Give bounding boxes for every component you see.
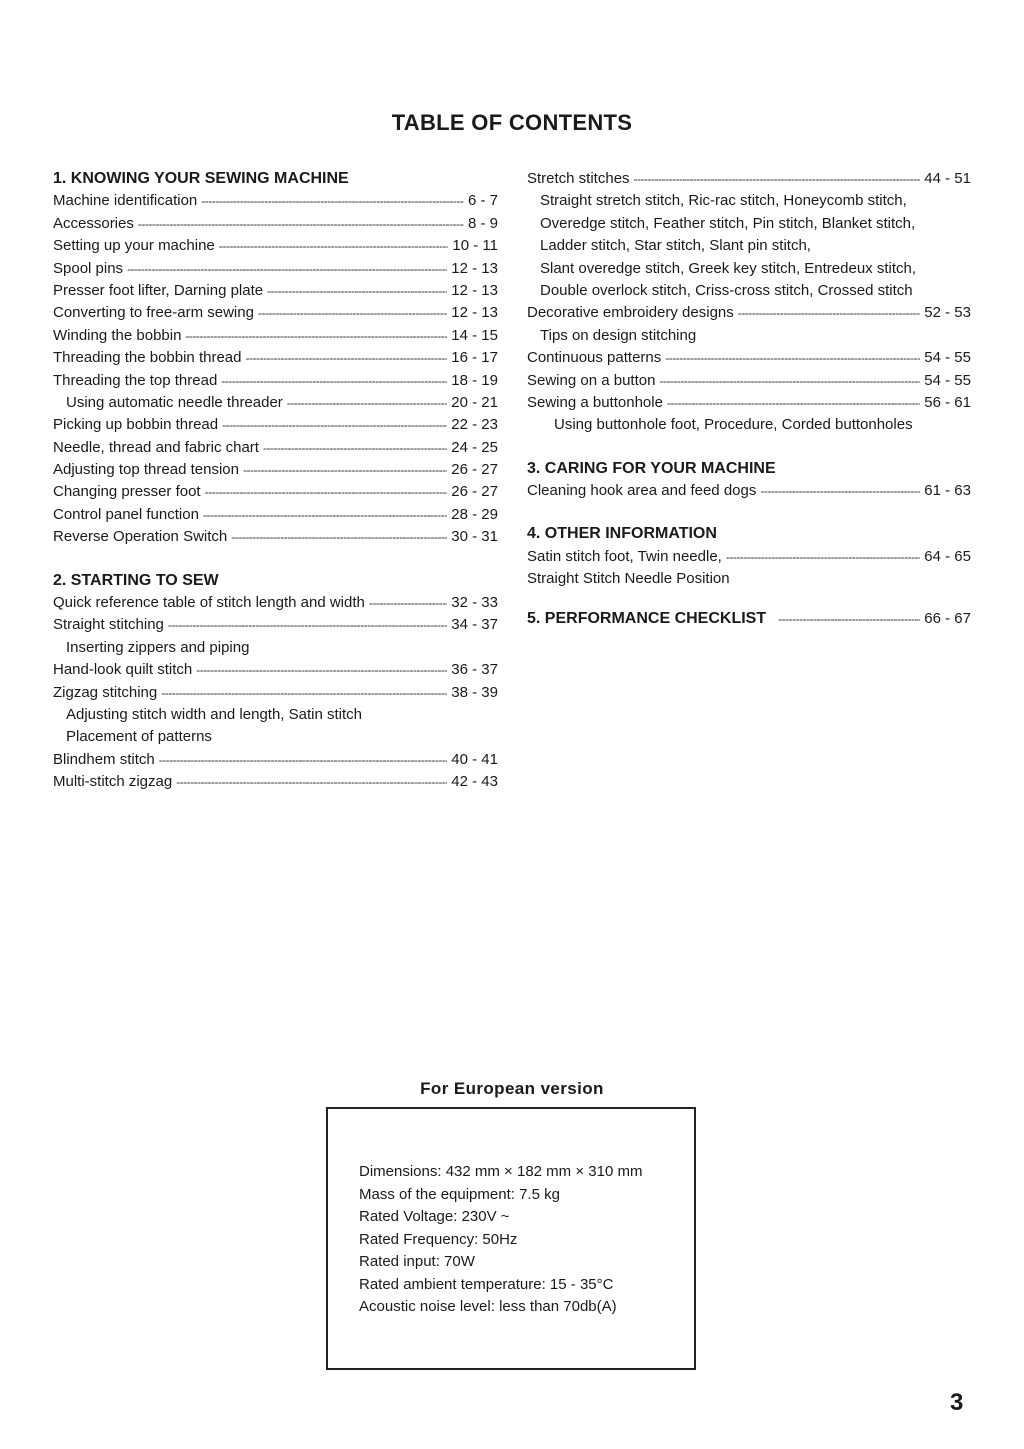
toc-entry-pages: 66 - 67 bbox=[924, 609, 971, 627]
section-heading-starting-to-sew: 2. STARTING TO SEW bbox=[53, 571, 219, 589]
toc-entry-pages: 20 - 21 bbox=[451, 393, 498, 411]
toc-entry-title: Decorative embroidery designs bbox=[527, 304, 734, 322]
section-spacer bbox=[527, 437, 971, 458]
dot-leader bbox=[287, 392, 448, 414]
toc-entry-pages: 14 - 15 bbox=[451, 326, 498, 344]
european-version-heading: For European version bbox=[420, 1079, 604, 1098]
toc-entry-pages: 26 - 27 bbox=[451, 483, 498, 501]
toc-entry-pages: 16 - 17 bbox=[451, 349, 498, 367]
toc-subentry bbox=[527, 190, 971, 212]
toc-entry-performance-checklist[interactable] bbox=[527, 608, 971, 630]
dot-leader bbox=[667, 392, 920, 414]
dot-leader bbox=[196, 659, 447, 681]
toc-entry-title: Converting to free-arm sewing bbox=[53, 304, 254, 322]
dot-leader bbox=[258, 302, 447, 324]
toc-entry-title: Adjusting top thread tension bbox=[53, 461, 239, 479]
spec-rated-input: Rated input: 70W bbox=[359, 1253, 475, 1270]
toc-entry[interactable] bbox=[53, 504, 498, 526]
toc-entry-title: Stretch stitches bbox=[527, 170, 630, 187]
toc-entry-title: Placement of patterns bbox=[66, 728, 212, 746]
toc-entry[interactable] bbox=[527, 370, 971, 392]
toc-entry-pages: 44 - 51 bbox=[924, 170, 971, 187]
toc-entry-title: Blindhem stitch bbox=[53, 750, 155, 768]
toc-subentry[interactable] bbox=[53, 392, 498, 414]
dot-leader bbox=[760, 480, 920, 502]
toc-entry-title: Inserting zippers and piping bbox=[66, 638, 250, 656]
toc-entry-title: Straight stretch stitch, Ric-rac stitch, Honeycomb stitch, bbox=[540, 192, 907, 210]
dot-leader bbox=[267, 280, 447, 302]
dot-leader bbox=[127, 258, 447, 280]
toc-entry-pages: 26 - 27 bbox=[451, 461, 498, 479]
toc-subentry bbox=[527, 213, 971, 235]
toc-entry-pages: 54 - 55 bbox=[924, 349, 971, 367]
european-spec-box bbox=[326, 1107, 696, 1370]
dot-leader bbox=[778, 608, 920, 630]
toc-entry-pages: 52 - 53 bbox=[924, 304, 971, 322]
dot-leader bbox=[168, 614, 447, 636]
toc-entry-title: Changing presser foot bbox=[53, 483, 201, 501]
toc-entry[interactable] bbox=[53, 592, 498, 614]
toc-entry[interactable] bbox=[527, 347, 971, 369]
toc-entry-title: Setting up your machine bbox=[53, 237, 215, 255]
dot-leader bbox=[245, 347, 447, 369]
toc-entry-title: Overedge stitch, Feather stitch, Pin stitch, Blanket stitch, bbox=[540, 214, 916, 232]
dot-leader bbox=[221, 370, 447, 392]
dot-leader bbox=[243, 459, 447, 481]
toc-entry-pages: 10 - 11 bbox=[452, 237, 498, 255]
spec-acoustic-noise: Acoustic noise level: less than 70db(A) bbox=[359, 1298, 617, 1315]
section-heading-performance-checklist: 5. PERFORMANCE CHECKLIST bbox=[527, 609, 767, 627]
toc-entry-pages: 40 - 41 bbox=[451, 750, 498, 768]
toc-entry[interactable] bbox=[53, 437, 498, 459]
spec-mass: Mass of the equipment: 7.5 kg bbox=[359, 1185, 560, 1203]
dot-leader bbox=[201, 190, 464, 212]
spec-rated-frequency: Rated Frequency: 50Hz bbox=[359, 1230, 518, 1248]
toc-entry-title: Using buttonhole foot, Procedure, Corded buttonholes bbox=[554, 416, 913, 434]
dot-leader bbox=[219, 235, 449, 257]
dot-leader bbox=[738, 302, 921, 324]
toc-entry-title: Ladder stitch, Star stitch, Slant pin stitch, bbox=[540, 237, 811, 255]
toc-entry[interactable] bbox=[53, 771, 498, 793]
toc-entry-title: Double overlock stitch, Criss-cross stitch, Crossed stitch bbox=[540, 281, 913, 299]
toc-entry-pages: 30 - 31 bbox=[451, 528, 498, 546]
toc-entry-title: Accessories bbox=[53, 214, 134, 232]
toc-subentry bbox=[527, 568, 971, 590]
toc-entry[interactable] bbox=[53, 459, 498, 481]
toc-entry-pages: 32 - 33 bbox=[451, 594, 498, 612]
toc-entry[interactable] bbox=[53, 302, 498, 324]
toc-subentry bbox=[527, 235, 971, 257]
section-spacer bbox=[527, 591, 971, 608]
toc-entry[interactable] bbox=[53, 682, 498, 704]
section-spacer bbox=[527, 502, 971, 523]
dot-leader bbox=[231, 526, 447, 548]
toc-entry-title: Straight Stitch Needle Position bbox=[527, 570, 730, 588]
dot-leader bbox=[726, 546, 920, 568]
dot-leader bbox=[176, 771, 447, 793]
toc-subentry bbox=[527, 414, 971, 436]
toc-entry-title: Continuous patterns bbox=[527, 349, 662, 367]
toc-entry-title: Straight stitching bbox=[53, 616, 164, 634]
toc-entry[interactable] bbox=[53, 258, 498, 280]
toc-entry-pages: 36 - 37 bbox=[451, 661, 498, 679]
toc-entry-title: Presser foot lifter, Darning plate bbox=[53, 281, 264, 299]
toc-entry-pages: 54 - 55 bbox=[924, 371, 971, 389]
toc-entry-title: Spool pins bbox=[53, 259, 124, 277]
page-title: TABLE OF CONTENTS bbox=[391, 110, 633, 135]
toc-entry-title: Sewing a buttonhole bbox=[527, 393, 663, 411]
toc-entry-title: Needle, thread and fabric chart bbox=[53, 438, 259, 456]
toc-subentry bbox=[53, 704, 498, 726]
toc-entry-pages: 56 - 61 bbox=[924, 393, 971, 411]
toc-entry-pages: 8 - 9 bbox=[467, 214, 498, 232]
section-heading-caring-for-machine: 3. CARING FOR YOUR MACHINE bbox=[527, 459, 776, 477]
toc-entry-pages: 28 - 29 bbox=[451, 505, 498, 523]
toc-left-column bbox=[53, 168, 498, 794]
toc-entry[interactable] bbox=[53, 325, 498, 347]
toc-subentry bbox=[527, 280, 971, 302]
spec-rated-voltage: Rated Voltage: 230V ~ bbox=[359, 1208, 510, 1225]
dot-leader bbox=[161, 682, 447, 704]
toc-entry-title: Satin stitch foot, Twin needle, bbox=[527, 547, 722, 565]
toc-entry[interactable] bbox=[527, 168, 971, 190]
toc-entry-pages: 12 - 13 bbox=[451, 304, 498, 322]
toc-entry[interactable] bbox=[527, 392, 971, 414]
toc-entry[interactable] bbox=[53, 213, 498, 235]
toc-entry-title: Quick reference table of stitch length and width bbox=[53, 594, 365, 612]
toc-entry-title: Multi-stitch zigzag bbox=[53, 773, 173, 791]
toc-entry-pages: 61 - 63 bbox=[924, 482, 971, 500]
spec-list bbox=[359, 1161, 642, 1319]
toc-entry[interactable] bbox=[53, 347, 498, 369]
toc-entry-title: Adjusting stitch width and length, Satin stitch bbox=[66, 705, 363, 723]
toc-entry-title: Using automatic needle threader bbox=[66, 393, 283, 411]
dot-leader bbox=[205, 481, 448, 503]
toc-entry[interactable] bbox=[53, 370, 498, 392]
toc-entry-title: Machine identification bbox=[53, 192, 198, 210]
dot-leader bbox=[369, 592, 447, 614]
dot-leader bbox=[659, 370, 920, 392]
dot-leader bbox=[138, 213, 464, 235]
toc-entry-pages: 12 - 13 bbox=[451, 259, 498, 277]
dot-leader bbox=[185, 325, 447, 347]
section-spacer bbox=[53, 549, 498, 570]
toc-entry[interactable] bbox=[53, 614, 498, 636]
toc-entry-pages: 18 - 19 bbox=[451, 371, 498, 389]
toc-subentry bbox=[53, 637, 498, 659]
page-number: 3 bbox=[950, 1389, 964, 1416]
toc-entry[interactable] bbox=[53, 481, 498, 503]
toc-entry-pages: 12 - 13 bbox=[451, 281, 498, 299]
toc-entry-pages: 22 - 23 bbox=[451, 416, 498, 434]
toc-entry-title: Tips on design stitching bbox=[540, 326, 697, 344]
toc-entry[interactable] bbox=[53, 659, 498, 681]
toc-entry-pages: 6 - 7 bbox=[467, 192, 498, 210]
toc-entry[interactable] bbox=[53, 749, 498, 771]
toc-entry-title: Threading the bobbin thread bbox=[53, 349, 242, 367]
toc-entry-pages: 64 - 65 bbox=[924, 547, 971, 565]
toc-subentry bbox=[527, 258, 971, 280]
toc-entry-title: Hand-look quilt stitch bbox=[53, 661, 193, 679]
toc-entry[interactable] bbox=[527, 302, 971, 324]
toc-entry-title: Slant overedge stitch, Greek key stitch, Entredeux stitch, bbox=[540, 259, 917, 277]
toc-entry-title: Control panel function bbox=[53, 505, 199, 523]
toc-entry-pages: 38 - 39 bbox=[451, 683, 498, 701]
spec-ambient-temperature: Rated ambient temperature: 15 - 35°C bbox=[359, 1275, 614, 1293]
section-heading-other-information: 4. OTHER INFORMATION bbox=[527, 525, 717, 543]
toc-entry-title: Sewing on a button bbox=[527, 371, 656, 389]
toc-entry-title: Cleaning hook area and feed dogs bbox=[527, 482, 757, 500]
dot-leader bbox=[263, 437, 447, 459]
toc-entry-title: Winding the bobbin bbox=[53, 326, 182, 344]
toc-entry-title: Reverse Operation Switch bbox=[53, 528, 228, 546]
toc-entry[interactable] bbox=[53, 526, 498, 548]
toc-right-column bbox=[527, 168, 971, 630]
toc-entry[interactable] bbox=[527, 480, 971, 502]
toc-entry-pages: 24 - 25 bbox=[451, 438, 498, 456]
toc-subentry bbox=[527, 325, 971, 347]
toc-entry-title: Zigzag stitching bbox=[53, 683, 158, 701]
toc-entry-title: Picking up bobbin thread bbox=[53, 416, 219, 434]
toc-entry-pages: 34 - 37 bbox=[451, 616, 498, 634]
toc-subentry bbox=[53, 726, 498, 748]
spec-dimensions: Dimensions: 432 mm × 182 mm × 310 mm bbox=[359, 1163, 643, 1180]
dot-leader bbox=[634, 168, 921, 190]
toc-entry[interactable] bbox=[53, 280, 498, 302]
dot-leader bbox=[203, 504, 447, 526]
toc-entry[interactable] bbox=[527, 546, 971, 568]
toc-entry[interactable] bbox=[53, 414, 498, 436]
dot-leader bbox=[222, 414, 447, 436]
toc-entry-title: Threading the top thread bbox=[53, 371, 218, 389]
section-heading-knowing-your-machine: 1. KNOWING YOUR SEWING MACHINE bbox=[53, 170, 349, 187]
dot-leader bbox=[665, 347, 920, 369]
toc-entry[interactable] bbox=[53, 235, 498, 257]
toc-entry-pages: 42 - 43 bbox=[451, 773, 498, 791]
dot-leader bbox=[159, 749, 448, 771]
toc-entry[interactable] bbox=[53, 190, 498, 212]
